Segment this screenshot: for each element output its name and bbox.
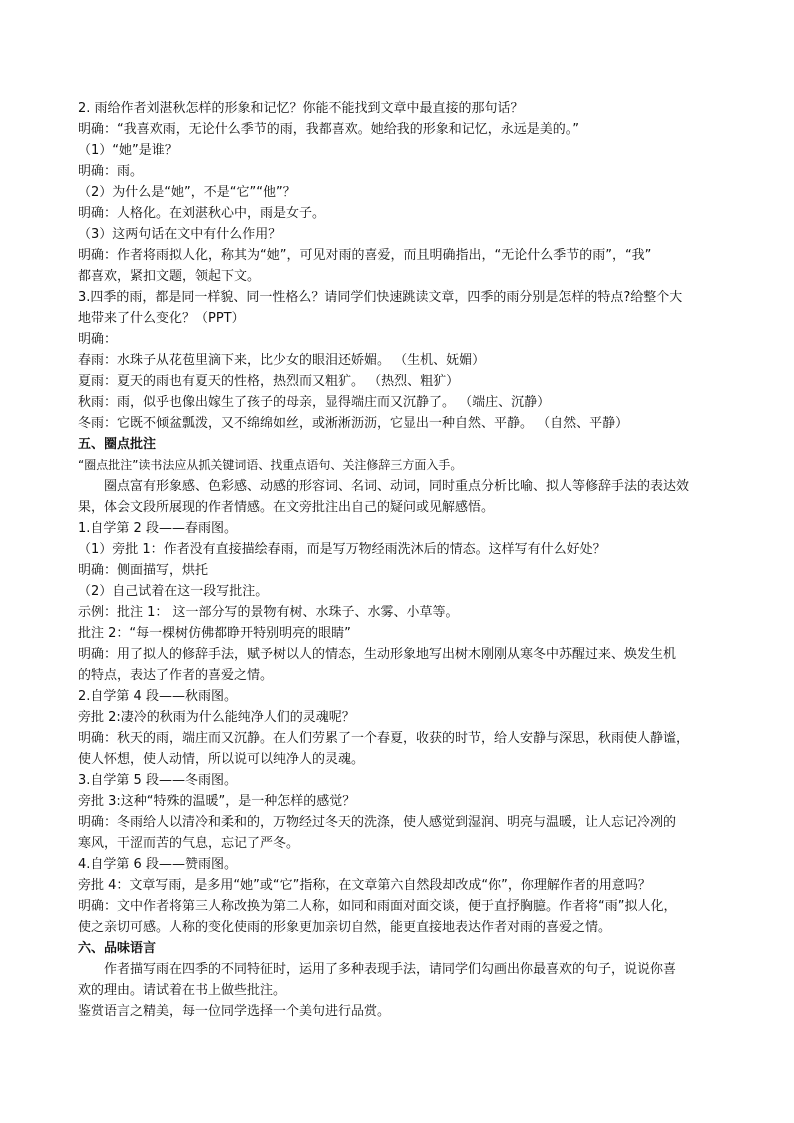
- text-line: 圈点富有形象感、色彩感、动感的形容词、名词、动词，同时重点分析比喻、拟人等修辞手法的表达效: [104, 479, 690, 494]
- text-line: 都喜欢，紧扣文题，领起下文。: [78, 269, 261, 284]
- text-line: 示例：批注 1： 这一部分写的景物有树、水珠子、水雾、小草等。: [78, 605, 459, 620]
- text-line: 明确：: [78, 332, 118, 347]
- text-line: 春雨：水珠子从花苞里滴下来，比少女的眼泪还娇媚。 （生机、妩媚）: [78, 353, 486, 368]
- text-line: 欢的理由。请试着在书上做些批注。: [78, 983, 287, 998]
- text-line: 明确：人格化。在刘湛秋心中，雨是女子。: [78, 206, 326, 221]
- text-line: 明确：秋天的雨，端庄而又沉静。在人们劳累了一个春夏，收获的时节，给人安静与深思，秋雨使人静谧，: [78, 731, 690, 746]
- text-line: 批注 2：“每一棵树仿佛都睁开特别明亮的眼睛”: [78, 626, 351, 641]
- text-line: 使之亲切可感。人称的变化使雨的形象更加亲切自然，能更直接地表达作者对雨的喜爱之情。: [78, 920, 612, 935]
- text-line: 寒风，干涩而苦的气息，忘记了严冬。: [78, 836, 300, 851]
- text-line: 旁批 3:这种“特殊的温暖”，是一种怎样的感觉？: [78, 794, 356, 809]
- text-line: 冬雨：它既不倾盆瓢泼，又不绵绵如丝，或淅淅沥沥，它显出一种自然、平静。 （自然、平静）: [78, 416, 629, 431]
- text-line: 秋雨：雨，似乎也像出嫁生了孩子的母亲，显得端庄而又沉静了。 （端庄、沉静）: [78, 395, 551, 410]
- text-line: 明确：侧面描写，烘托: [78, 563, 209, 578]
- section-heading: 六、品味语言: [78, 941, 157, 956]
- text-line: 4.自学第 6 段——赞雨图。: [78, 857, 237, 872]
- text-line: 2. 雨给作者刘湛秋怎样的形象和记忆？你能不能找到文章中最直接的那句话？: [78, 101, 524, 116]
- text-line: 明确：“我喜欢雨，无论什么季节的雨，我都喜欢。她给我的形象和记忆，永远是美的。”: [78, 122, 579, 137]
- text-line: （2）自己试着在这一段写批注。: [78, 584, 269, 599]
- text-line: 明确：用了拟人的修辞手法，赋予树以人的情态，生动形象地写出树木刚刚从寒冬中苏醒过来、焕发生机: [78, 647, 677, 662]
- text-line: 鉴赏语言之精美，每一位同学选择一个美句进行品赏。: [78, 1004, 391, 1019]
- text-line: 使人怀想，使人动情，所以说可以纯净人的灵魂。: [78, 752, 365, 767]
- text-line: 旁批 2:凄冷的秋雨为什么能纯净人们的灵魂呢？: [78, 710, 355, 725]
- text-line: “圈点批注”读书法应从抓关键词语、找重点语句、关注修辞三方面入手。: [78, 458, 463, 472]
- text-line: （1）旁批 1：作者没有直接描绘春雨，而是写万物经雨洗沐后的情态。这样写有什么好处？: [78, 542, 606, 557]
- text-line: （3）这两句话在文中有什么作用？: [78, 227, 282, 242]
- text-line: 的特点，表达了作者的喜爱之情。: [78, 668, 274, 683]
- text-line: 2.自学第 4 段——秋雨图。: [78, 689, 237, 704]
- text-line: 明确：文中作者将第三人称改换为第二人称，如同和雨面对面交谈，便于直抒胸臆。作者将“雨”拟人化，: [78, 899, 677, 914]
- document-body: [78, 98, 726, 1022]
- text-line: 地带来了什么变化？（PPT）: [78, 311, 245, 326]
- text-line: 1.自学第 2 段——春雨图。: [78, 521, 237, 536]
- section-heading: 五、圈点批注: [78, 437, 157, 452]
- text-line: （1）“她”是谁？: [78, 143, 178, 158]
- text-line: 夏雨：夏天的雨也有夏天的性格，热烈而又粗犷。 （热烈、粗犷）: [78, 374, 460, 389]
- text-line: （2）为什么是“她”，不是“它”“他”？: [78, 185, 296, 200]
- text-line: 果，体会文段所展现的作者情感。在文旁批注出自己的疑问或见解感悟。: [78, 500, 495, 515]
- text-line: 旁批 4：文章写雨，是多用“她”或“它”指称，在文章第六自然段却改成“你”，你理解作者的用意吗？: [78, 878, 651, 893]
- text-line: 作者描写雨在四季的不同特征时，运用了多种表现手法，请同学们勾画出你最喜欢的句子，说说你喜: [104, 962, 677, 977]
- text-line: 3.四季的雨，都是同一样貌、同一性格么？请同学们快速跳读文章，四季的雨分别是怎样的特点?给整个大: [78, 290, 683, 305]
- text-line: 明确：冬雨给人以清冷和柔和的，万物经过冬天的洗涤，使人感觉到湿润、明亮与温暖，让人忘记冷冽的: [78, 815, 677, 830]
- text-line: 3.自学第 5 段——冬雨图。: [78, 773, 237, 788]
- text-line: 明确：雨。: [78, 164, 144, 179]
- text-line: 明确：作者将雨拟人化，称其为“她”，可见对雨的喜爱，而且明确指出，“无论什么季节的雨”，“我”: [78, 248, 652, 263]
